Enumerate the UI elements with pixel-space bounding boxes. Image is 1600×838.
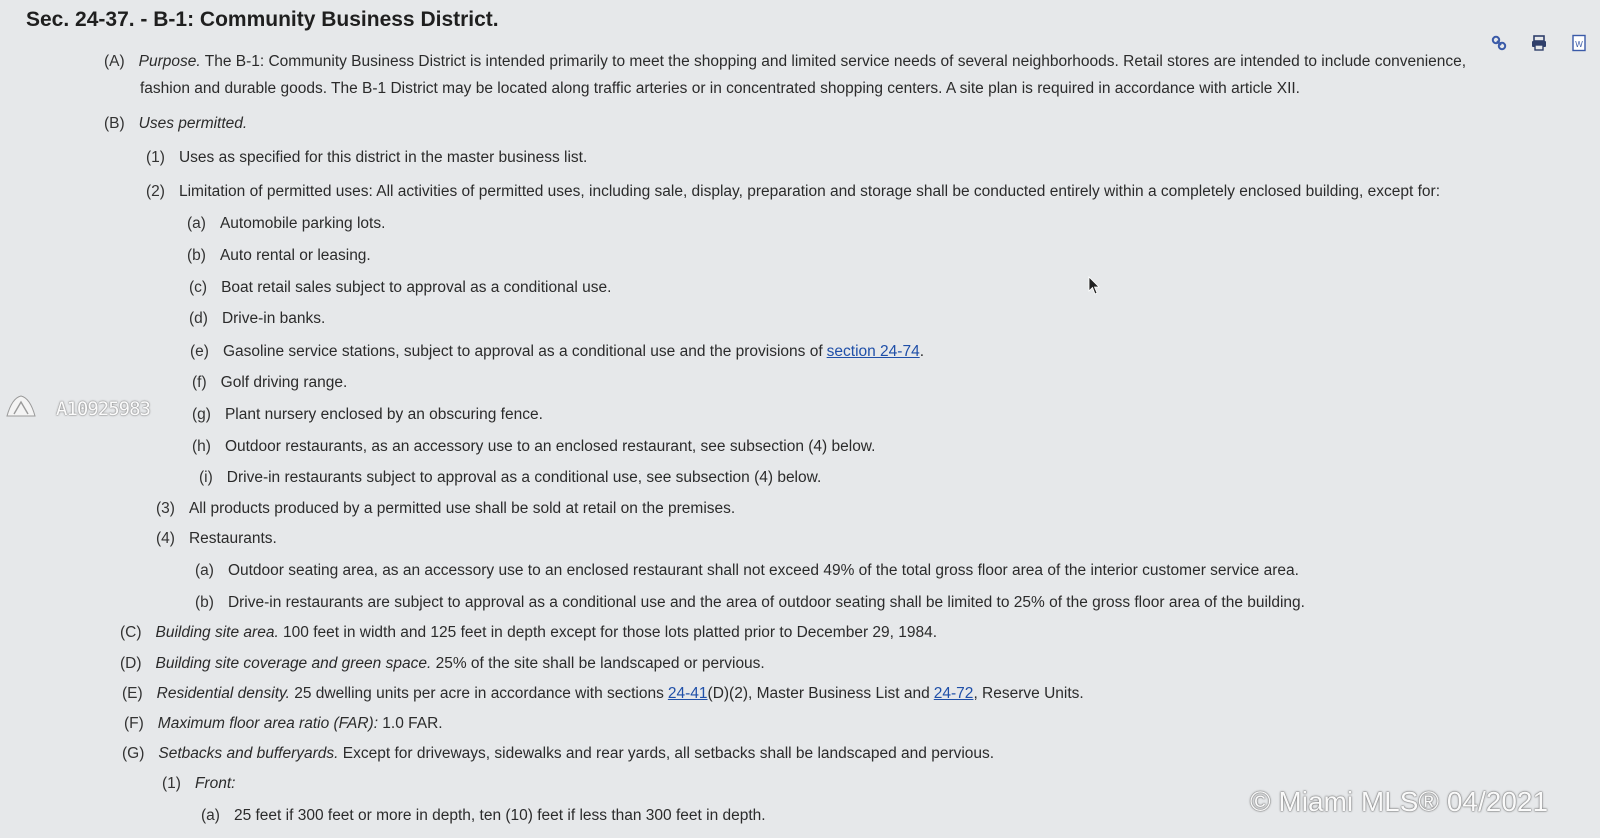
clause-marker: (G) bbox=[122, 745, 145, 762]
clause-b1 bbox=[146, 148, 587, 168]
clause-text: Limitation of permitted uses: All activities of permitted uses, including sale, display, preparation and storage shall be conducted entirely within a completely enclosed building, except for: bbox=[178, 183, 1441, 200]
section-24-72-link[interactable]: 24-72 bbox=[933, 685, 974, 702]
clause-marker: (a) bbox=[201, 807, 220, 824]
clause-marker: (C) bbox=[120, 624, 142, 641]
clause-text: Golf driving range. bbox=[220, 374, 348, 391]
clause-b4a bbox=[195, 561, 1299, 581]
clause-marker: (2) bbox=[146, 183, 165, 200]
clause-text: Except for driveways, sidewalks and rear yards, all setbacks shall be landscaped and pervious. bbox=[338, 745, 995, 762]
word-doc-icon[interactable] bbox=[1570, 34, 1588, 52]
document-toolbar bbox=[1490, 34, 1588, 52]
clause-b2b bbox=[187, 246, 371, 266]
clause-b2c bbox=[189, 278, 611, 298]
clause-e bbox=[122, 684, 1084, 704]
clause-text: Drive-in banks. bbox=[221, 310, 326, 327]
clause-marker: (b) bbox=[195, 594, 214, 611]
clause-marker: (e) bbox=[190, 343, 209, 360]
clause-text: 25% of the site shall be landscaped or pervious. bbox=[431, 655, 765, 672]
clause-text: Restaurants. bbox=[188, 530, 277, 547]
clause-g1a bbox=[201, 806, 766, 826]
clause-text: 1.0 FAR. bbox=[378, 715, 443, 732]
clause-text-mid: (D)(2), Master Business List and bbox=[707, 685, 930, 702]
clause-marker: (A) bbox=[104, 53, 125, 70]
clause-text: Outdoor seating area, as an accessory use to an enclosed restaurant shall not exceed 49% of the total gross floor area of the interior customer service area. bbox=[227, 562, 1299, 579]
print-icon[interactable] bbox=[1530, 34, 1548, 52]
clause-marker: (4) bbox=[156, 530, 175, 547]
section-24-41-link[interactable]: 24-41 bbox=[667, 685, 708, 702]
clause-text: Automobile parking lots. bbox=[219, 215, 386, 232]
clause-text-end: . bbox=[919, 343, 925, 360]
listing-id-watermark: A10925983 bbox=[56, 398, 150, 420]
clause-b-uses-permitted bbox=[104, 114, 247, 134]
section-24-74-link[interactable]: section 24-74 bbox=[826, 343, 920, 360]
link-icon[interactable] bbox=[1490, 34, 1508, 52]
clause-text: All products produced by a permitted use shall be sold at retail on the premises. bbox=[188, 500, 736, 517]
clause-marker: (1) bbox=[146, 149, 165, 166]
clause-heading: Building site area. bbox=[155, 624, 279, 641]
clause-text: 25 feet if 300 feet or more in depth, ten (10) feet if less than 300 feet in depth. bbox=[233, 807, 766, 824]
clause-heading: Front: bbox=[194, 775, 236, 792]
clause-text-end: , Reserve Units. bbox=[973, 685, 1084, 702]
clause-f bbox=[124, 714, 443, 734]
clause-marker: (a) bbox=[187, 215, 206, 232]
clause-text: Auto rental or leasing. bbox=[219, 247, 371, 264]
clause-text: The B-1: Community Business District is intended primarily to meet the shopping and limited service needs of several neighborhoods. Retail stores are intended to include convenience, bbox=[200, 53, 1467, 70]
clause-text: Plant nursery enclosed by an obscuring fence. bbox=[224, 406, 543, 423]
clause-b2e bbox=[190, 342, 924, 362]
clause-b4b bbox=[195, 593, 1305, 613]
clause-text: Drive-in restaurants are subject to approval as a conditional use and the area of outdoor seating shall be limited to 25% of the gross floor area of the building. bbox=[227, 594, 1305, 611]
clause-a-purpose bbox=[104, 52, 1466, 72]
copyright-watermark: © Miami MLS® 04/2021 bbox=[1250, 786, 1549, 817]
clause-c bbox=[120, 623, 937, 643]
clause-text: Drive-in restaurants subject to approval as a conditional use, see subsection (4) below. bbox=[226, 469, 822, 486]
svg-text:W: W bbox=[1575, 40, 1583, 49]
clause-a-continued bbox=[140, 79, 1300, 99]
clause-heading: Building site coverage and green space. bbox=[155, 655, 432, 672]
clause-marker: (F) bbox=[124, 715, 144, 732]
clause-text: Boat retail sales subject to approval as a conditional use. bbox=[221, 279, 612, 296]
clause-heading: Maximum floor area ratio (FAR): bbox=[157, 715, 378, 732]
clause-b2d bbox=[189, 309, 325, 329]
clause-marker: (a) bbox=[195, 562, 214, 579]
clause-marker: (1) bbox=[162, 775, 181, 792]
clause-text: Uses as specified for this district in the master business list. bbox=[178, 149, 588, 166]
clause-marker: (D) bbox=[120, 655, 142, 672]
clause-marker: (B) bbox=[104, 115, 125, 132]
clause-marker: (b) bbox=[187, 247, 206, 264]
mouse-cursor-icon bbox=[1088, 276, 1102, 296]
clause-marker: (f) bbox=[192, 374, 207, 391]
clause-text: Gasoline service stations, subject to approval as a conditional use and the provisions of bbox=[222, 343, 823, 360]
clause-heading: Setbacks and bufferyards. bbox=[158, 745, 339, 762]
clause-b2g bbox=[192, 405, 543, 425]
clause-b2 bbox=[146, 182, 1440, 202]
clause-b4 bbox=[156, 529, 277, 549]
clause-marker: (d) bbox=[189, 310, 208, 327]
clause-g bbox=[122, 744, 994, 764]
clause-marker: (c) bbox=[189, 279, 208, 296]
clause-b2h bbox=[192, 437, 875, 457]
clause-b2f bbox=[192, 373, 347, 393]
page-title: Sec. 24-37. - B-1: Community Business District. bbox=[26, 8, 499, 31]
clause-heading: Uses permitted. bbox=[138, 115, 248, 132]
clause-b3 bbox=[156, 499, 735, 519]
clause-heading: Purpose. bbox=[138, 53, 201, 70]
clause-text: fashion and durable goods. The B-1 District may be located along traffic arteries or in concentrated shopping centers. A site plan is required in accordance with article XII. bbox=[140, 80, 1300, 97]
clause-marker: (3) bbox=[156, 500, 175, 517]
clause-d bbox=[120, 654, 765, 674]
clause-marker: (i) bbox=[199, 469, 213, 486]
clause-marker: (E) bbox=[122, 685, 143, 702]
clause-heading: Residential density. bbox=[156, 685, 290, 702]
clause-b2i bbox=[199, 468, 821, 488]
clause-text: 25 dwelling units per acre in accordance with sections bbox=[289, 685, 664, 702]
clause-b2a bbox=[187, 214, 385, 234]
clause-g1 bbox=[162, 774, 235, 794]
mls-logo-icon bbox=[4, 392, 38, 420]
clause-text: Outdoor restaurants, as an accessory use to an enclosed restaurant, see subsection (4) below. bbox=[224, 438, 876, 455]
clause-marker: (h) bbox=[192, 438, 211, 455]
clause-text: 100 feet in width and 125 feet in depth except for those lots platted prior to December 29, 1984. bbox=[278, 624, 938, 641]
clause-marker: (g) bbox=[192, 406, 211, 423]
